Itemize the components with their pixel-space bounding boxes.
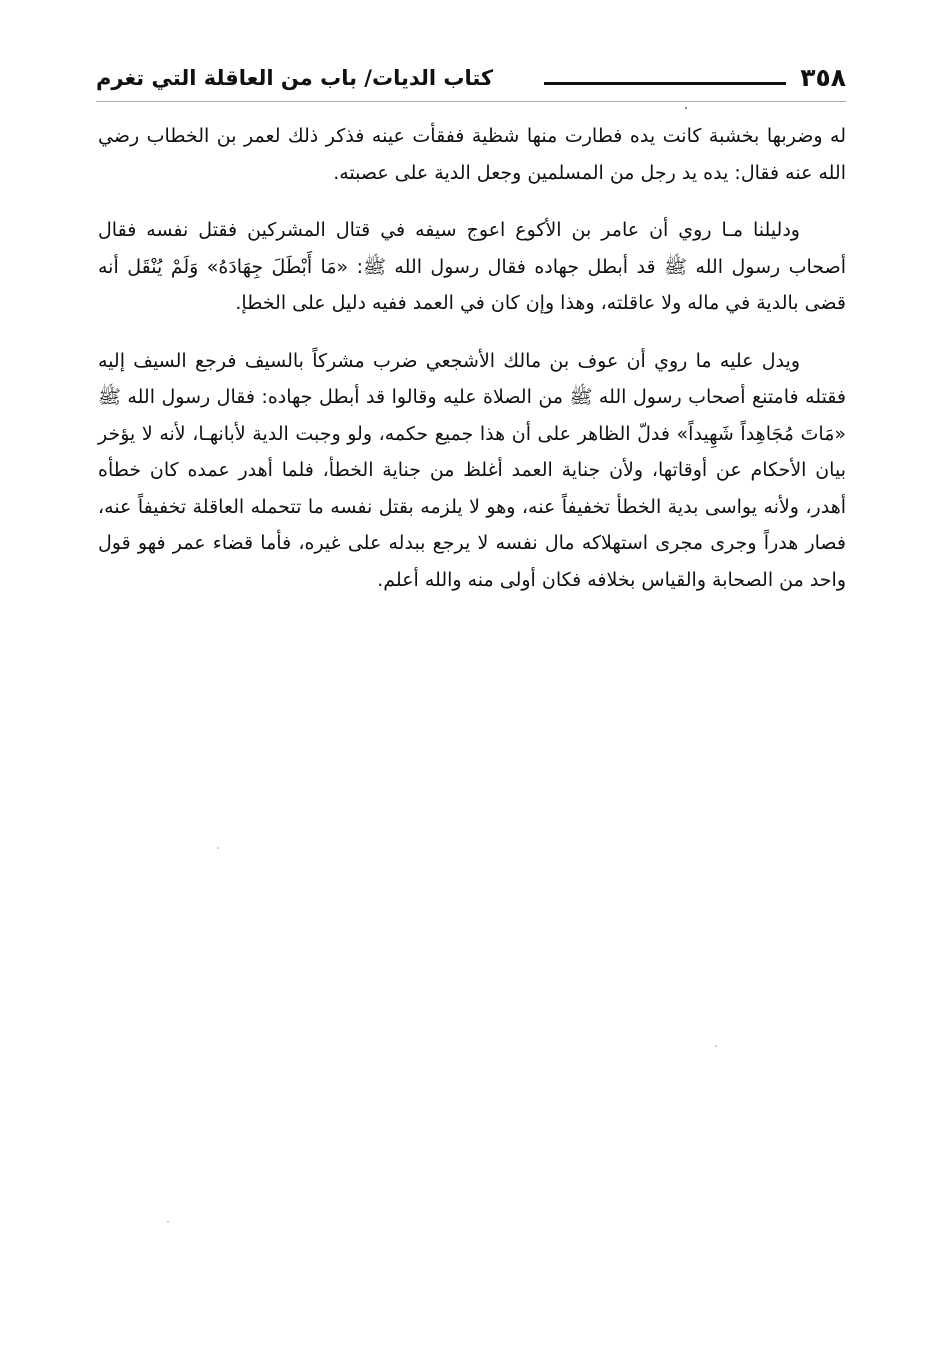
header-rule [544, 82, 786, 85]
paragraph-2: ودليلنا مـا روي أن عامر بن الأكوع اعوج سيفه في قتال المشركين فقتل نفسه فقال أصحاب رسول الله ﷺ قد أبطل جهاده فقال رسول الله ﷺ: «مَا أَبْطَلَ جِهَادَهُ» وَلَمْ يُنْقَل أنه قضى بالدية في ماله ولا عاقلته، وهذا وإن كان في العمد ففيه دليل على الخطإ. [98, 219, 846, 314]
page-header [96, 62, 846, 102]
paragraph-1: له وضربها بخشبة كانت يده فطارت منها شظية ففقأت عينه فذكر ذلك لعمر بن الخطاب رضي الله عنه فقال: يده يد رجل من المسلمين وجعل الدية على عصبته. [98, 125, 846, 184]
main-text [98, 118, 846, 598]
paragraph-3: ويدل عليه ما روي أن عوف بن مالك الأشجعي ضرب مشركاً بالسيف فرجع السيف إليه فقتله فامتنع أصحاب رسول الله ﷺ من الصلاة عليه وقالوا قد أبطل جهاده: فقال رسول الله ﷺ «مَاتَ مُجَاهِداً شَهِيداً» فدلّ الظاهر على أن هذا جميع حكمه، ولو وجبت الدية لأبانهـا، لأنه لا يؤخر بيان الأحكام عن أوقاتها، ولأن جناية العمد أغلظ من جناية الخطأ، فلما أهدر عمده كان خطأه أهدر، ولأنه يواسى بدية الخطأ تخفيفاً عنه، وهو لا يلزمه بقتل نفسه ما تتحمله العاقلة تخفيفاً عنه، فصار هدراً وجرى مجرى استهلاكه مال نفسه لا يرجع ببدله على غيره، فأما قضاء عمر فهو قول واحد من الصحابة والقياس بخلافه فكان أولى منه والله أعلم. [98, 349, 846, 591]
running-title: كتاب الديات/ باب من العاقلة التي تغرم [96, 66, 494, 90]
page-number: ٣٥٨ [800, 63, 846, 92]
header-divider [96, 101, 846, 102]
